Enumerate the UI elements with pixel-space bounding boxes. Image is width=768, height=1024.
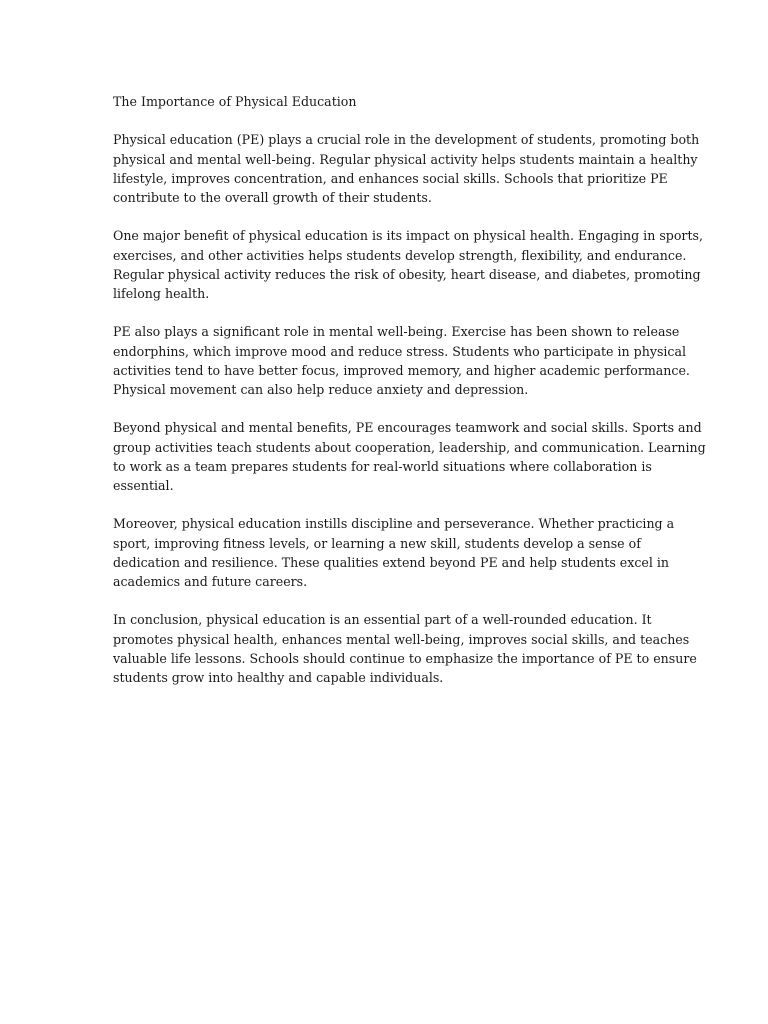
paragraph-introduction: [113, 130, 700, 207]
paragraph-line: group activities teach students about cooperation, leadership, and communication. Learning: [113, 439, 706, 455]
paragraph-line: to work as a team prepares students for real-world situations where collaboration is: [113, 458, 652, 474]
paragraph-line: academics and future careers.: [113, 574, 308, 589]
paragraph-line: lifelong health.: [113, 286, 210, 301]
paragraph-line: sport, improving fitness levels, or learning a new skill, students develop a sense of: [113, 535, 641, 551]
paragraph-physical-health: [113, 226, 703, 303]
paragraph-line: valuable life lessons. Schools should continue to emphasize the importance of PE to ensure: [113, 650, 697, 666]
paragraph-discipline: [113, 514, 675, 591]
paragraph-line: In conclusion, physical education is an essential part of a well-rounded education. It: [113, 612, 652, 628]
paragraph-line: essential.: [113, 478, 174, 493]
paragraph-mental-wellbeing: [113, 322, 690, 399]
paragraph-line: endorphins, which improve mood and reduce stress. Students who participate in physical: [113, 343, 687, 359]
paragraph-line: activities tend to have better focus, improved memory, and higher academic performance.: [113, 362, 690, 378]
paragraph-line: Moreover, physical education instills discipline and perseverance. Whether practicing a: [113, 516, 675, 532]
paragraph-line: Regular physical activity reduces the risk of obesity, heart disease, and diabetes, promoting: [113, 266, 701, 282]
document-title: The Importance of Physical Education: [113, 94, 357, 109]
document-body: [113, 92, 706, 706]
paragraph-line: contribute to the overall growth of their students.: [113, 190, 432, 205]
paragraph-line: physical and mental well-being. Regular physical activity helps students maintain a healthy: [113, 151, 698, 167]
paragraph-line: Beyond physical and mental benefits, PE encourages teamwork and social skills. Sports and: [113, 420, 702, 436]
paragraph-line: dedication and resilience. These qualities extend beyond PE and help students excel in: [113, 554, 670, 570]
paragraph-line: PE also plays a significant role in mental well-being. Exercise has been shown to release: [113, 324, 680, 340]
paragraph-line: promotes physical health, enhances mental well-being, improves social skills, and teaches: [113, 631, 690, 647]
paragraph-line: exercises, and other activities helps students develop strength, flexibility, and endurance.: [113, 247, 687, 263]
paragraph-line: Physical education (PE) plays a crucial role in the development of students, promoting both: [113, 132, 700, 148]
paragraph-conclusion: [113, 610, 697, 687]
paragraph-line: students grow into healthy and capable individuals.: [113, 670, 444, 685]
paragraph-line: Physical movement can also help reduce anxiety and depression.: [113, 382, 529, 397]
paragraph-teamwork: [113, 418, 706, 495]
paragraph-line: One major benefit of physical education is its impact on physical health. Engaging in sports,: [113, 228, 703, 244]
paragraph-line: lifestyle, improves concentration, and enhances social skills. Schools that prioritize PE: [113, 170, 668, 186]
